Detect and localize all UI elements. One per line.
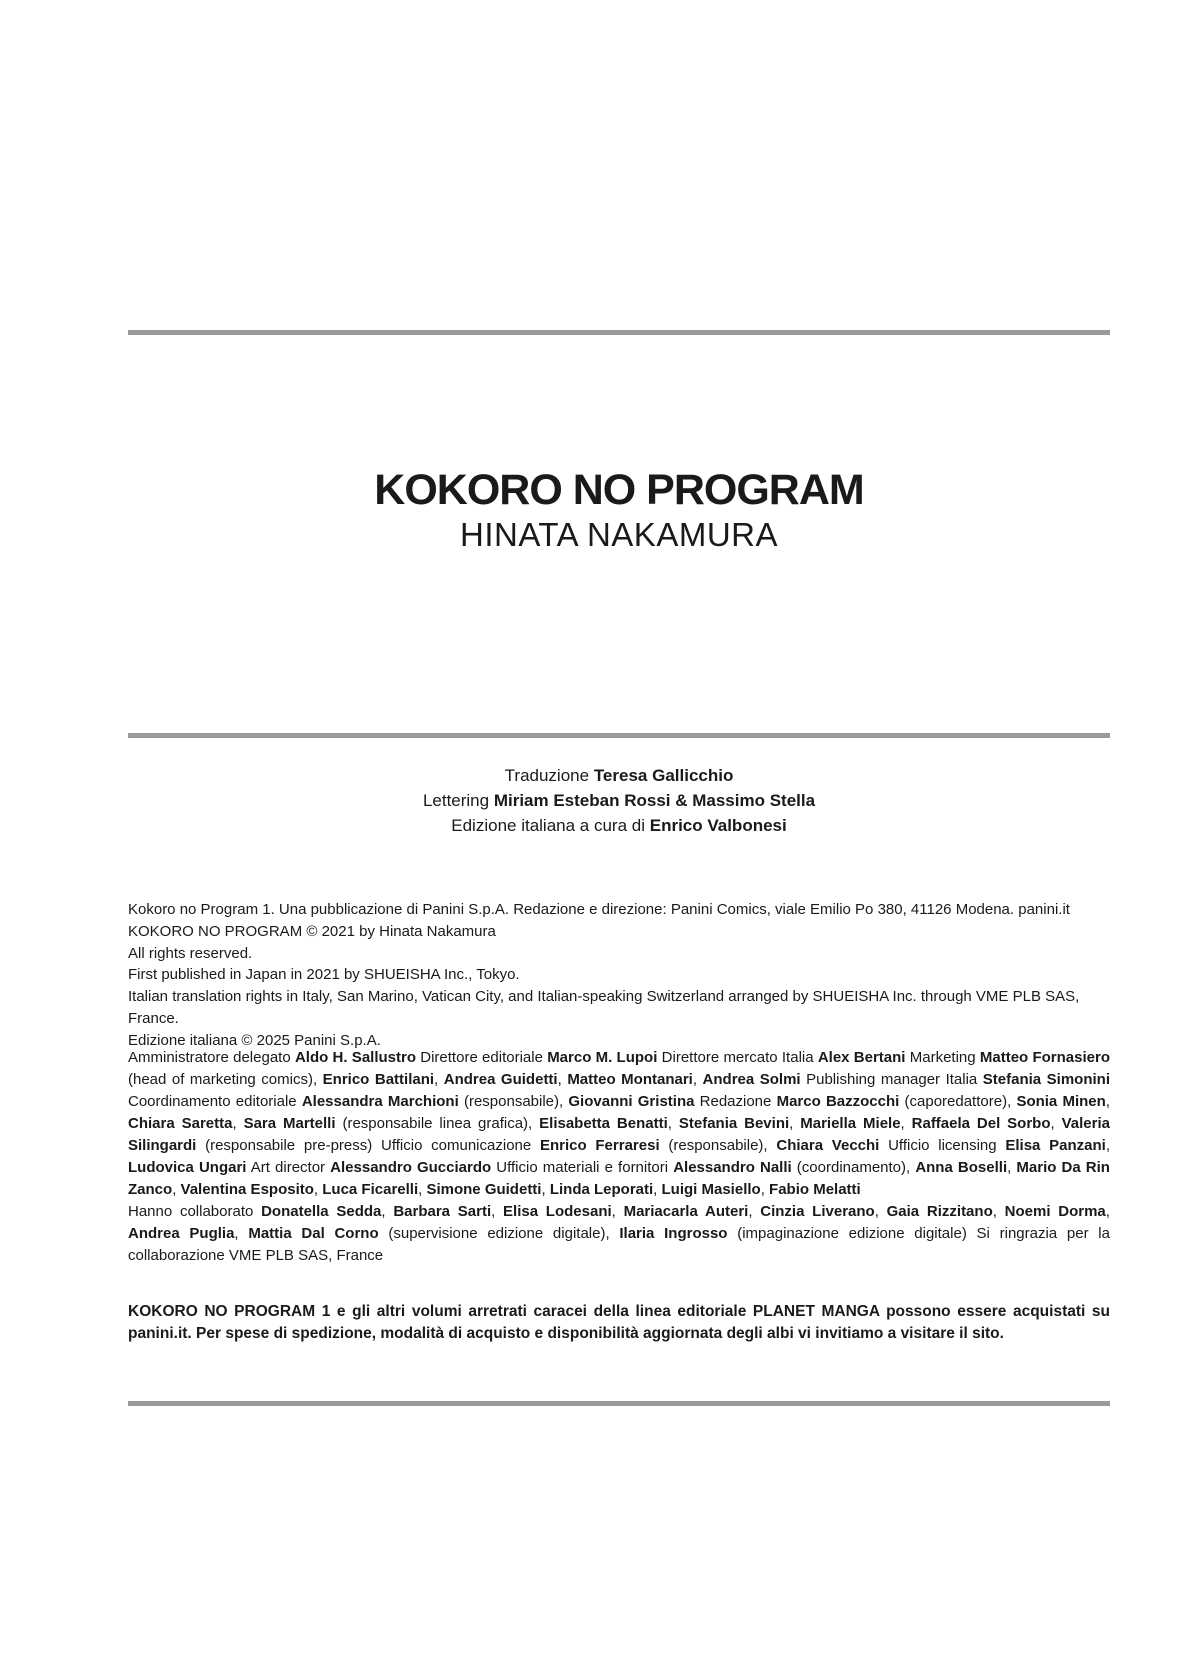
book-author: HINATA NAKAMURA	[460, 516, 778, 553]
credit-line-translation: Traduzione Teresa Gallicchio	[504, 766, 734, 785]
back-catalog-notice: KOKORO NO PROGRAM 1 e gli altri volumi arretrati caracei della linea editoriale PLANET MANGA possono essere acquistati su panini.it. Per spese di spedizione, modalità di acquisto e disponibilità aggiornata degli albi vi invitiamo a visitare il sito.	[128, 1303, 1110, 1342]
publication-line: Kokoro no Program 1. Una pubblicazione di Panini S.p.A. Redazione e direzione: Panini Comics, viale Emilio Po 380, 41126 Modena. panini.it	[128, 901, 1070, 918]
top-divider-rule	[128, 330, 1110, 335]
rights-reserved-line: All rights reserved.	[128, 944, 253, 962]
credits-block	[128, 763, 1110, 838]
credit-line-lettering: Lettering Miriam Esteban Rossi & Massimo Stella	[422, 791, 816, 810]
title-block	[128, 466, 1110, 556]
first-published-line: First published in Japan in 2021 by SHUEISHA Inc., Tokyo.	[128, 966, 520, 984]
staff-credits-paragraph: Amministratore delegato Aldo H. Sallustro Direttore editoriale Marco M. Lupoi Direttore mercato Italia Alex Bertani Marketing Matteo Fornasiero (head of marketing comics), Enrico Battilani, Andrea Guidetti, Matteo Montanari, Andrea Solmi Publishing manager Italia Stefania Simonini Coordinamento editoriale Alessandra Marchioni (responsabile), Giovanni Gristina Redazione Marco Bazzocchi (caporedattore), Sonia Minen, Chiara Saretta, Sara Martelli (responsabile linea grafica), Elisabetta Benatti, Stefania Bevini, Mariella Miele, Raffaela Del Sorbo, Valeria Silingardi (responsabile pre-press) Ufficio comunicazione Enrico Ferraresi (responsabile), Chiara Vecchi Ufficio licensing Elisa Panzani, Ludovica Ungari Art director Alessandro Gucciardo Ufficio materiali e fornitori Alessandro Nalli (coordinamento), Anna Boselli, Mario Da Rin Zanco, Valentina Esposito, Luca Ficarelli, Simone Guidetti, Linda Leporati, Luigi Masiello, Fabio Melatti Hanno collaborato Donatella Sedda, Barbara Sarti, Elisa Lodesani, Mariacarla Auteri, Cinzia Liverano, Gaia Rizzitano, Noemi Dorma, Andrea Puglia, Mattia Dal Corno (supervisione edizione digitale), Ilaria Ingrosso (impaginazione edizione digitale) Si ringrazia per la collaborazione VME PLB SAS, France	[128, 1049, 1111, 1264]
publication-info-block	[128, 899, 1110, 1052]
italian-edition-copyright-line: Edizione italiana © 2025 Panini S.p.A.	[128, 1031, 381, 1049]
copyright-line: KOKORO NO PROGRAM © 2021 by Hinata Nakamura	[128, 922, 496, 940]
credit-line-italian-edition: Edizione italiana a cura di Enrico Valbonesi	[451, 816, 787, 835]
middle-divider-rule	[128, 733, 1110, 738]
bottom-divider-rule	[128, 1401, 1110, 1406]
translation-rights-line: Italian translation rights in Italy, San Marino, Vatican City, and Italian-speaking Switzerland arranged by SHUEISHA Inc. through VME PLB SAS, France.	[128, 988, 1080, 1027]
book-title: KOKORO NO PROGRAM	[374, 466, 864, 514]
